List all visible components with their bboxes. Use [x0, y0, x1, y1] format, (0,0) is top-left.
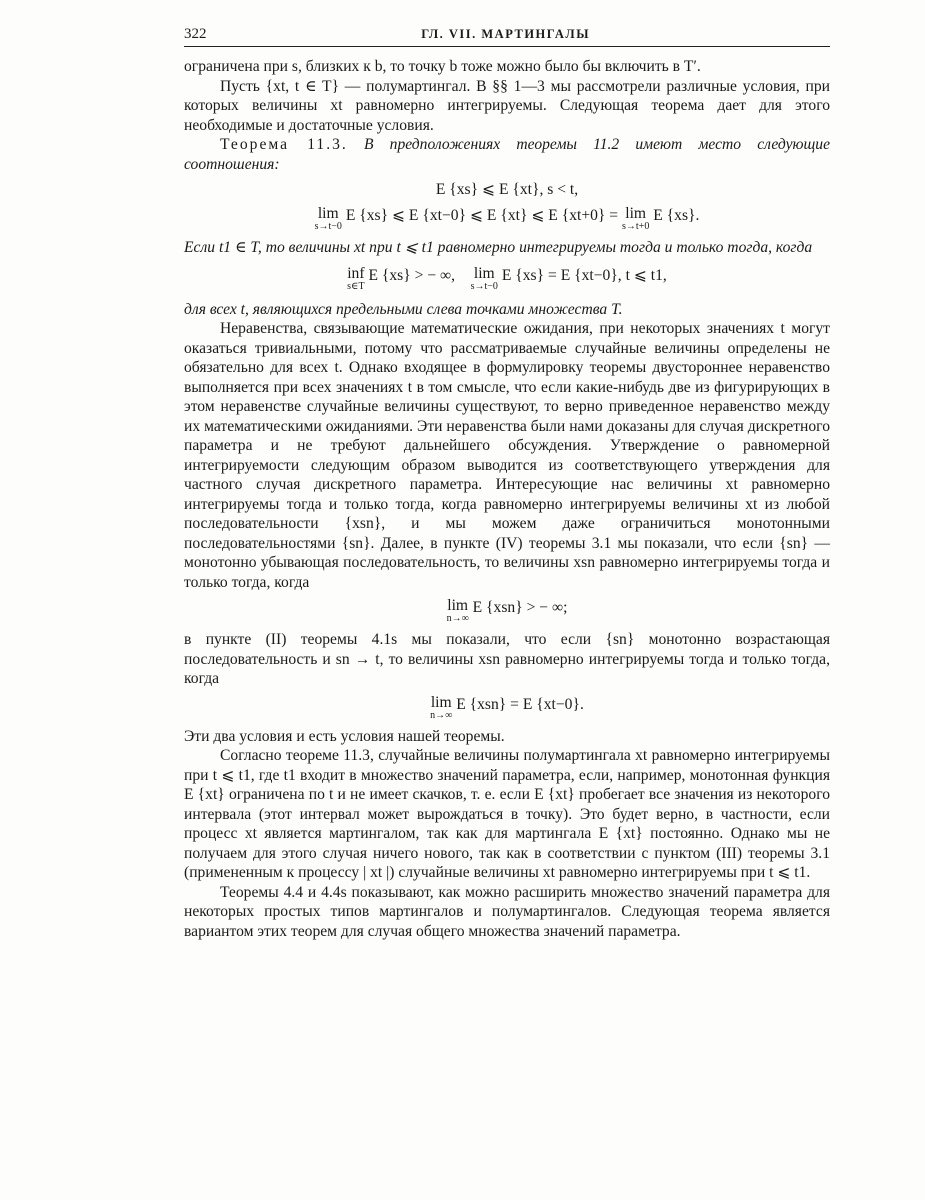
formula-1: E {xs} ⩽ E {xt}, s < t,	[435, 181, 579, 198]
formula-4: lim n→∞ E {xsn} > − ∞;	[446, 597, 568, 624]
limit-left-2: lim s→t−0	[470, 264, 498, 292]
limit-right: lim s→t+0	[622, 205, 650, 232]
formula-5: lim n→∞ E {xsn} = E {xt−0}.	[430, 693, 584, 721]
page-number: 322	[184, 26, 207, 42]
formula-2-end: E {xs}.	[653, 207, 700, 224]
limit-n: lim n→∞	[446, 597, 469, 624]
paragraph-5: Эти два условия и есть условия нашей теоремы.	[184, 727, 505, 745]
page-header	[184, 26, 830, 47]
limit-n-2: lim n→∞	[430, 693, 453, 721]
paragraph-6: Согласно теореме 11.3, случайные величины полумартингала xt равномерно интегрируемы при t ⩽ t1, где t1 входит в множество значений параметра, если, например, монотонная функция E {xt} ограничена по t и не имеет скачков, т. е. если E {xt} пробегает все значения из некоторого интервала (этот интервал может вырождаться в точку). Это будет верно, в частности, если процесс xt является мартингалом, так как для мартингала E {xt} постоянно. Однако мы не получаем для этого случая ничего нового, так как в соответствии с пунктом (III) теоремы 3.1 (примененным к процессу | xt |) случайные величины xt равномерно интегрируемы при t ⩽ t1.	[184, 747, 830, 881]
formula-2-chain: E {xs} ⩽ E {xt−0} ⩽ E {xt} ⩽ E {xt+0} =	[345, 207, 619, 224]
paragraph-1: ограничена при s, близких к b, то точку b тоже можно было бы включить в T′.	[184, 58, 701, 75]
paragraph-3: Неравенства, связывающие математические ожидания, при некоторых значениях t могут оказаться тривиальными, потому что рассматриваемые случайные величины определены не обязательно для всех t. Однако входящее в формулировку теоремы двустороннее неравенство выполняется при всех значениях t в том смысле, что если какие-нибудь две из фигурирующих в этом неравенстве случайные величины существуют, то верно приведенное неравенство между их математическими ожиданиями. Эти неравенства были нами доказаны для случая дискретного параметра и не требуют дальнейшего обсуждения. Утверждение о равномерной интегрируемости следующим образом выводится из соответствующего утверждения для частного случая дискретного параметра. Интересующие нас величины xt равномерно интегрируемы тогда и только тогда, когда равномерно интегрируемы величины xt из любой последовательности {xsn}, и мы можем даже ограничиться монотонными последовательностями {sn}. Далее, в пункте (IV) теоремы 3.1 мы показали, что если {sn} — монотонно убывающая последовательность, то величины xsn равномерно интегрируемы тогда и только тогда, когда	[184, 320, 830, 591]
theorem-statement	[184, 135, 830, 174]
theorem-condition: Если t1 ∈ T, то величины xt при t ⩽ t1 равномерно интегрируемы тогда и только тогда, когда	[184, 239, 813, 256]
running-title: ГЛ. VII. МАРТИНГАЛЫ	[421, 27, 590, 41]
formula-3	[184, 266, 830, 292]
book-page	[184, 26, 830, 941]
theorem-ending: для всех t, являющихся предельными слева точками множества T.	[184, 300, 623, 318]
theorem-label: Теорема 11.3.	[220, 136, 348, 153]
limit-left: lim s→t−0	[314, 205, 342, 232]
paragraph-4: в пункте (II) теоремы 4.1s мы показали, что если {sn} монотонно возрастающая последовательность и sn → t, то величины xsn равномерно интегрируемы тогда и только тогда, когда	[184, 631, 830, 687]
paragraph-7: Теоремы 4.4 и 4.4s показывают, как можно расширить множество значений параметра для некоторых простых типов мартингалов и полумартингалов. Следующая теорема является вариантом этих теорем для случая общего множества значений параметра.	[184, 883, 830, 940]
formula-2	[184, 206, 830, 232]
theorem-intro: В предположениях теоремы 11.2 имеют место следующие соотношения:	[184, 136, 830, 173]
formula-3-right: E {xs} = E {xt−0}, t ⩽ t1,	[501, 266, 667, 284]
paragraph-2: Пусть {xt, t ∈ T} — полумартингал. В §§ 1—3 мы рассмотрели различные условия, при которых величины xt равномерно интегрируемы. Следующая теорема дает для этого необходимые и достаточные условия.	[184, 77, 830, 134]
infimum: inf s∈T	[347, 264, 365, 292]
formula-3-mid: E {xs} > − ∞,	[368, 266, 456, 284]
